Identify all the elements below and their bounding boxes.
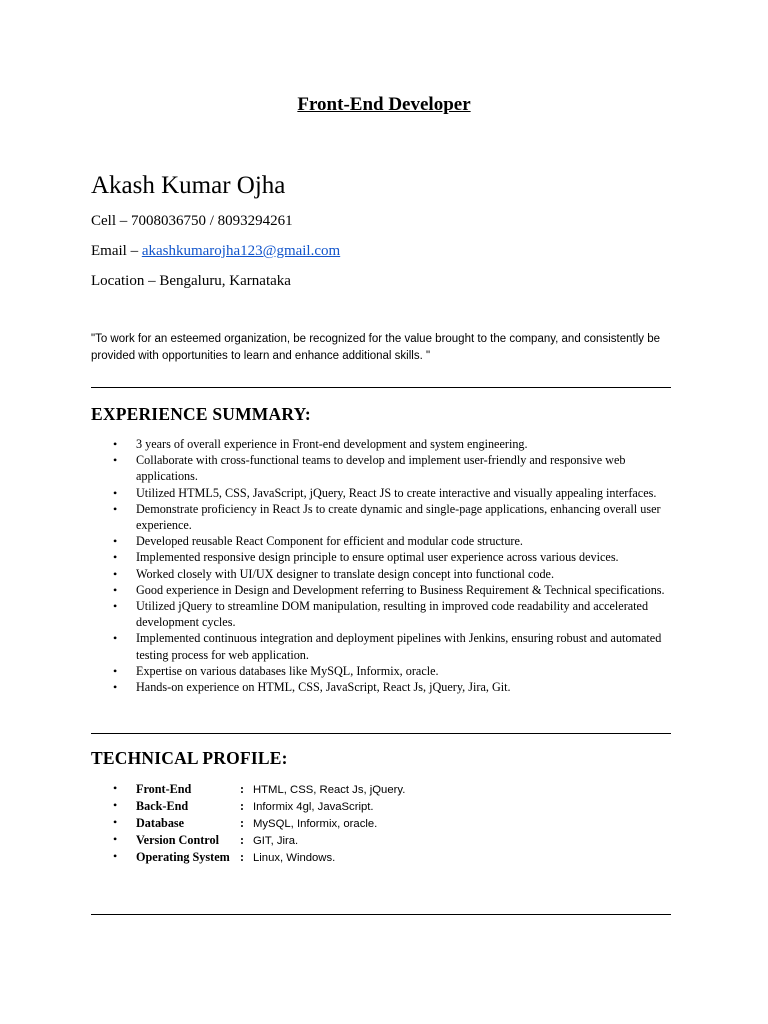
experience-item: • Demonstrate proficiency in React Js to create dynamic and single-page applications, enhancing overall user experience. <box>91 501 683 533</box>
tech-value: MySQL, Informix, oracle. <box>253 818 378 830</box>
cell-label: Cell – <box>91 213 128 229</box>
experience-item: • Hands-on experience on HTML, CSS, JavaScript, React Js, jQuery, Jira, Git. <box>91 679 683 695</box>
tech-value: GIT, Jira. <box>253 835 299 847</box>
tech-row <box>91 831 651 848</box>
tech-separator: : <box>240 816 245 830</box>
experience-item: • Implemented continuous integration and deployment pipelines with Jenkins, ensuring robust and automated testing process for web application. <box>91 630 683 662</box>
email-label: Email – <box>91 243 139 259</box>
tech-value: Linux, Windows. <box>253 852 336 864</box>
tech-key: Front-End <box>136 782 192 796</box>
experience-item: • Implemented responsive design principle to ensure optimal user experience across various devices. <box>91 549 683 565</box>
tech-row <box>91 848 651 865</box>
tech-key: Version Control <box>136 833 219 847</box>
tech-value: Informix 4gl, JavaScript. <box>253 801 374 813</box>
candidate-name: Akash Kumar Ojha <box>91 172 286 199</box>
section-divider <box>91 387 671 388</box>
email-link[interactable]: akashkumarojha123@gmail.com <box>141 243 341 259</box>
tech-separator: : <box>240 782 245 796</box>
location-line <box>91 273 291 290</box>
experience-heading: EXPERIENCE SUMMARY: <box>91 404 311 424</box>
section-divider <box>91 733 671 734</box>
location-value: Bengaluru, Karnataka <box>159 273 291 289</box>
email-line <box>91 243 340 260</box>
technical-heading: TECHNICAL PROFILE: <box>91 748 288 768</box>
tech-row <box>91 814 651 831</box>
experience-list <box>91 436 683 695</box>
technical-list <box>91 780 651 865</box>
tech-separator: : <box>240 799 245 813</box>
location-label: Location – <box>91 273 156 289</box>
document-title: Front-End Developer <box>297 94 471 115</box>
cell-value: 7008036750 / 8093294261 <box>131 213 293 229</box>
experience-item: • Expertise on various databases like MySQL, Informix, oracle. <box>91 663 683 679</box>
tech-key: Back-End <box>136 799 189 813</box>
tech-row <box>91 780 651 797</box>
tech-key: Operating System <box>136 850 230 864</box>
experience-item: • Utilized HTML5, CSS, JavaScript, jQuery, React JS to create interactive and visually appealing interfaces. <box>91 485 683 501</box>
cell-line <box>91 213 293 230</box>
tech-row <box>91 797 651 814</box>
tech-separator: : <box>240 850 245 864</box>
career-objective: "To work for an esteemed organization, be recognized for the value brought to the company, and consistently be provided with opportunities to learn and enhance additional skills. " <box>91 333 660 362</box>
experience-item: • Good experience in Design and Development referring to Business Requirement & Technical specifications. <box>91 582 683 598</box>
tech-value: HTML, CSS, React Js, jQuery. <box>253 784 406 796</box>
tech-key: Database <box>136 816 185 830</box>
experience-item: • 3 years of overall experience in Front-end development and system engineering. <box>91 436 683 452</box>
experience-item: • Worked closely with UI/UX designer to translate design concept into functional code. <box>91 566 683 582</box>
experience-item: • Developed reusable React Component for efficient and modular code structure. <box>91 533 683 549</box>
tech-separator: : <box>240 833 245 847</box>
experience-item: • Utilized jQuery to streamline DOM manipulation, resulting in improved code readability and accelerated development cycles. <box>91 598 683 630</box>
experience-item: • Collaborate with cross-functional teams to develop and implement user-friendly and responsive web applications. <box>91 452 683 484</box>
section-divider <box>91 914 671 915</box>
